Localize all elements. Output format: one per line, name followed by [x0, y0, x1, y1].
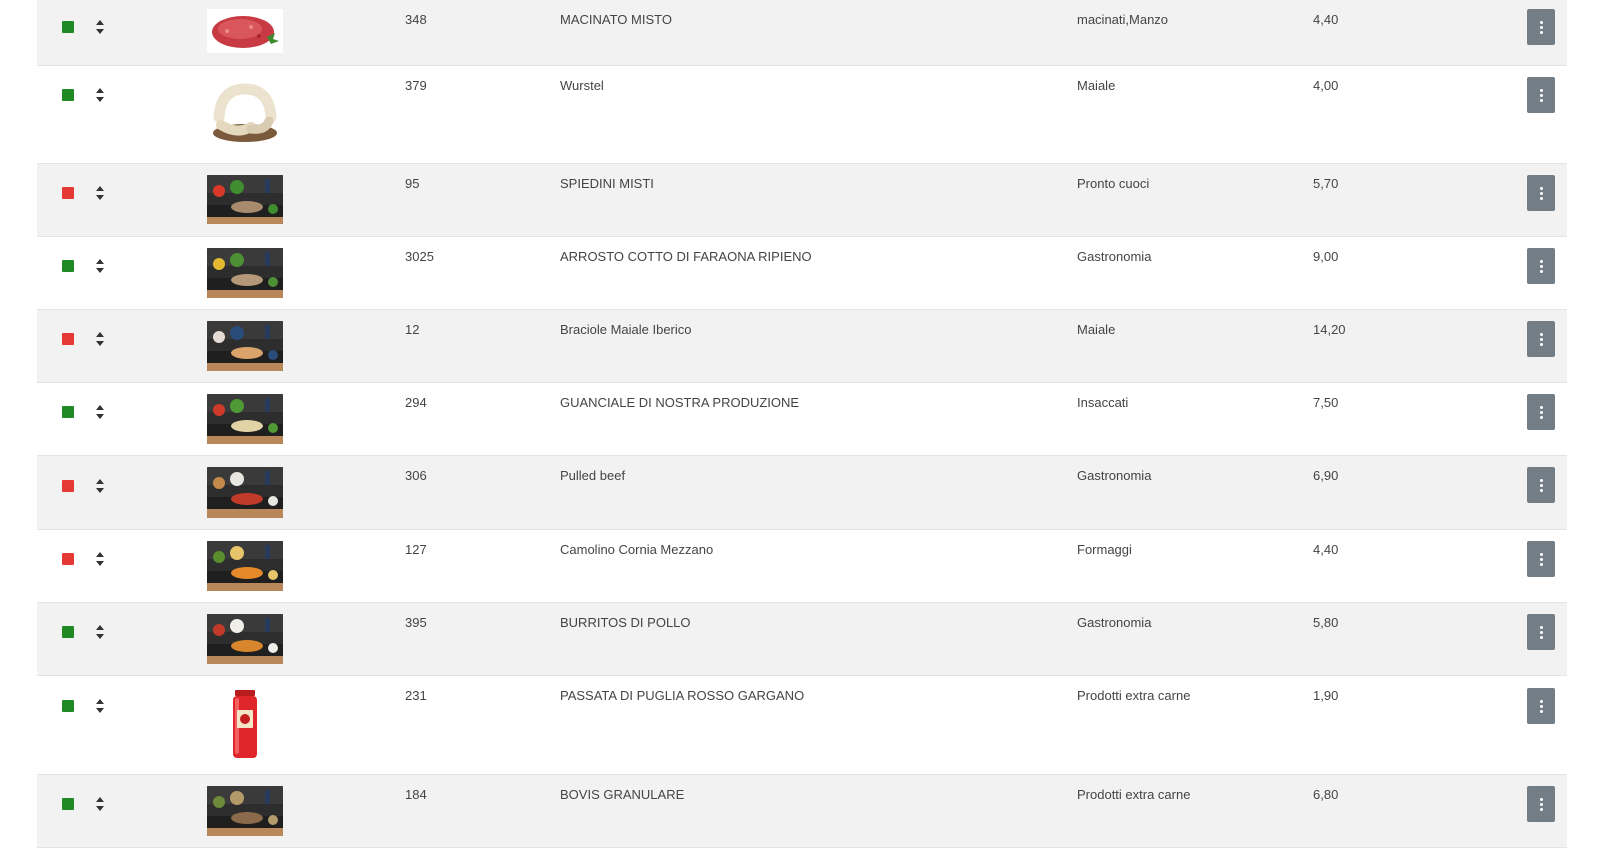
product-category: Prodotti extra carne: [1077, 688, 1191, 703]
status-indicator[interactable]: [62, 480, 74, 492]
row-actions-button[interactable]: [1527, 175, 1555, 211]
products-table: [37, 0, 1567, 848]
product-row: [37, 66, 1567, 164]
product-row: [37, 676, 1567, 775]
product-price: 9,00: [1313, 249, 1339, 264]
row-actions-button[interactable]: [1527, 77, 1555, 113]
product-row: [37, 603, 1567, 676]
sort-handle-icon[interactable]: [95, 796, 105, 812]
product-thumbnail: [207, 541, 283, 591]
product-name: ARROSTO COTTO DI FARAONA RIPIENO: [560, 249, 812, 264]
status-indicator[interactable]: [62, 260, 74, 272]
product-price: 6,90: [1313, 468, 1339, 483]
status-indicator[interactable]: [62, 798, 74, 810]
product-category: Formaggi: [1077, 542, 1132, 557]
row-actions-button[interactable]: [1527, 9, 1555, 45]
product-name: Camolino Cornia Mezzano: [560, 542, 714, 557]
product-code: 3025: [405, 249, 434, 264]
kebab-menu-icon: [1540, 553, 1543, 566]
product-code: 127: [405, 542, 427, 557]
sort-handle-icon[interactable]: [95, 185, 105, 201]
row-actions-button[interactable]: [1527, 467, 1555, 503]
product-category: Insaccati: [1077, 395, 1129, 410]
product-category: Prodotti extra carne: [1077, 787, 1191, 802]
product-row: [37, 530, 1567, 603]
product-name: PASSATA DI PUGLIA ROSSO GARGANO: [560, 688, 805, 703]
product-price: 7,50: [1313, 395, 1339, 410]
sort-handle-icon[interactable]: [95, 478, 105, 494]
product-code: 12: [405, 322, 420, 337]
kebab-menu-icon: [1540, 89, 1543, 102]
sort-handle-icon[interactable]: [95, 331, 105, 347]
product-category: Maiale: [1077, 78, 1116, 93]
product-thumbnail: [207, 394, 283, 444]
kebab-menu-icon: [1540, 187, 1543, 200]
product-thumbnail: [207, 321, 283, 371]
product-thumbnail: [207, 77, 283, 149]
kebab-menu-icon: [1540, 333, 1543, 346]
product-category: Gastronomia: [1077, 468, 1152, 483]
product-price: 5,80: [1313, 615, 1339, 630]
product-price: 6,80: [1313, 787, 1339, 802]
product-thumbnail: [207, 9, 283, 53]
product-code: 184: [405, 787, 427, 802]
product-name: MACINATO MISTO: [560, 12, 672, 27]
row-actions-button[interactable]: [1527, 321, 1555, 357]
product-thumbnail: [207, 248, 283, 298]
product-code: 294: [405, 395, 427, 410]
product-name: BOVIS GRANULARE: [560, 787, 685, 802]
row-actions-button[interactable]: [1527, 394, 1555, 430]
product-name: GUANCIALE DI NOSTRA PRODUZIONE: [560, 395, 800, 410]
kebab-menu-icon: [1540, 406, 1543, 419]
kebab-menu-icon: [1540, 798, 1543, 811]
product-thumbnail: [207, 175, 283, 224]
kebab-menu-icon: [1540, 21, 1543, 34]
product-name: SPIEDINI MISTI: [560, 176, 654, 191]
sort-handle-icon[interactable]: [95, 87, 105, 103]
product-price: 4,40: [1313, 542, 1339, 557]
product-code: 306: [405, 468, 427, 483]
product-code: 395: [405, 615, 427, 630]
status-indicator[interactable]: [62, 626, 74, 638]
product-category: macinati,Manzo: [1077, 12, 1169, 27]
product-category: Gastronomia: [1077, 249, 1152, 264]
status-indicator[interactable]: [62, 406, 74, 418]
status-indicator[interactable]: [62, 21, 74, 33]
product-thumbnail: [207, 786, 283, 836]
product-row: [37, 0, 1567, 66]
sort-handle-icon[interactable]: [95, 404, 105, 420]
product-name: Braciole Maiale Iberico: [560, 322, 692, 337]
product-thumbnail: [207, 614, 283, 664]
product-row: [37, 775, 1567, 848]
row-actions-button[interactable]: [1527, 614, 1555, 650]
product-code: 348: [405, 12, 427, 27]
status-indicator[interactable]: [62, 553, 74, 565]
product-name: BURRITOS DI POLLO: [560, 615, 691, 630]
kebab-menu-icon: [1540, 700, 1543, 713]
kebab-menu-icon: [1540, 479, 1543, 492]
sort-handle-icon[interactable]: [95, 624, 105, 640]
product-category: Pronto cuoci: [1077, 176, 1150, 191]
product-category: Gastronomia: [1077, 615, 1152, 630]
product-price: 4,00: [1313, 78, 1339, 93]
product-thumbnail: [207, 688, 283, 762]
product-row: [37, 383, 1567, 456]
product-name: Wurstel: [560, 78, 604, 93]
row-actions-button[interactable]: [1527, 248, 1555, 284]
product-thumbnail: [207, 467, 283, 518]
sort-handle-icon[interactable]: [95, 258, 105, 274]
sort-handle-icon[interactable]: [95, 551, 105, 567]
row-actions-button[interactable]: [1527, 786, 1555, 822]
status-indicator[interactable]: [62, 700, 74, 712]
product-price: 5,70: [1313, 176, 1339, 191]
kebab-menu-icon: [1540, 260, 1543, 273]
product-code: 231: [405, 688, 427, 703]
row-actions-button[interactable]: [1527, 688, 1555, 724]
product-price: 4,40: [1313, 12, 1339, 27]
product-row: [37, 456, 1567, 530]
product-row: [37, 237, 1567, 310]
product-row: [37, 164, 1567, 237]
product-name: Pulled beef: [560, 468, 626, 483]
product-category: Maiale: [1077, 322, 1116, 337]
product-code: 95: [405, 176, 420, 191]
product-price: 14,20: [1313, 322, 1346, 337]
status-indicator[interactable]: [62, 333, 74, 345]
status-indicator[interactable]: [62, 187, 74, 199]
sort-handle-icon[interactable]: [95, 19, 105, 35]
product-price: 1,90: [1313, 688, 1339, 703]
product-row: [37, 310, 1567, 383]
sort-handle-icon[interactable]: [95, 698, 105, 714]
product-code: 379: [405, 78, 427, 93]
kebab-menu-icon: [1540, 626, 1543, 639]
status-indicator[interactable]: [62, 89, 74, 101]
row-actions-button[interactable]: [1527, 541, 1555, 577]
